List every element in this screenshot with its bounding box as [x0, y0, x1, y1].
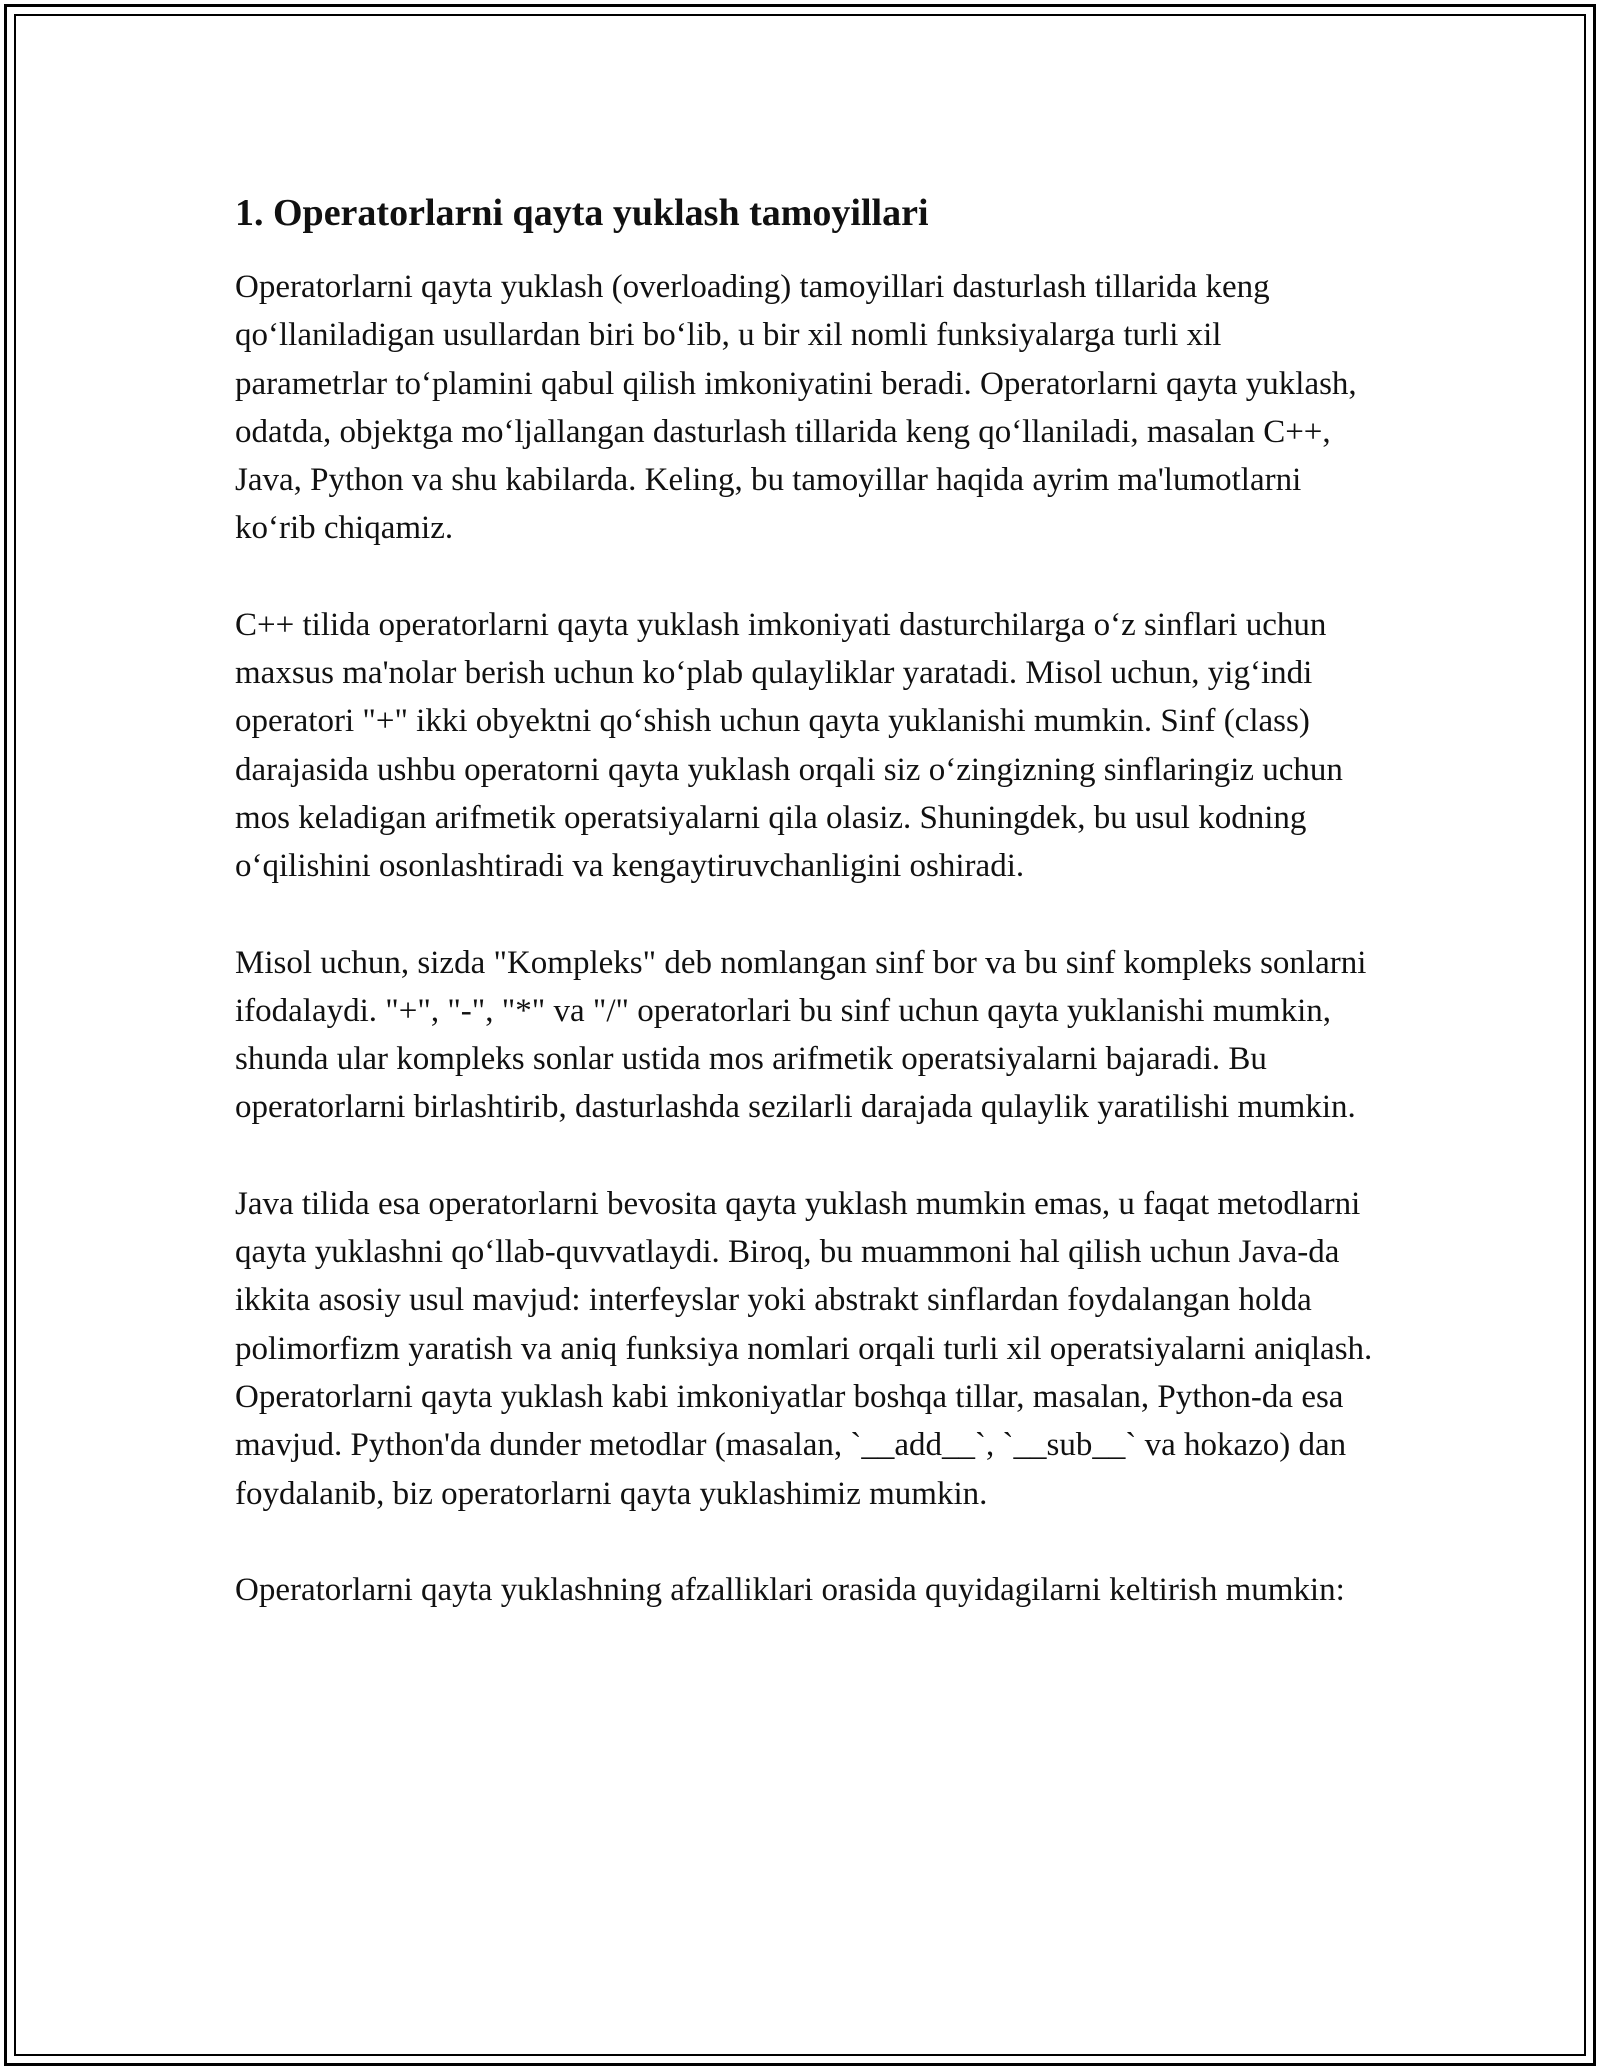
paragraph-advantages: Operatorlarni qayta yuklashning afzalliklari orasida quyidagilarni keltirish mumkin: [235, 1571, 1345, 1608]
document-body [235, 185, 1375, 1662]
paragraph-cpp: C++ tilida operatorlarni qayta yuklash imkoniyati dasturchilarga o‘z sinflari uchun maxsus ma'nolar berish uchun ko‘plab qulayliklar yaratadi. Misol uchun, yig‘indi operatori "+" ikki obyektni qo‘shish uchun qayta yuklanishi mumkin. Sinf (class) darajasida ushbu operatorni qayta yuklash orqali siz o‘zingizning sinflaringiz uchun mos keladigan arifmetik operatsiyalarni qila olasiz. Shuningdek, bu usul kodning o‘qilishini osonlashtiradi va kengaytiruvchanligini oshiradi. [235, 606, 1343, 885]
section-heading: 1. Operatorlarni qayta yuklash tamoyillari [235, 192, 929, 234]
paragraph-java-python: Java tilida esa operatorlarni bevosita qayta yuklash mumkin emas, u faqat metodlarni qayta yuklashni qo‘llab-quvvatlaydi. Biroq, bu muammoni hal qilish uchun Java-da ikkita asosiy usul mavjud: interfeyslar yoki abstrakt sinflardan foydalangan holda polimorfizm yaratish va aniq funksiya nomlari orqali turli xil operatsiyalarni aniqlash. Operatorlarni qayta yuklash kabi imkoniyatlar boshqa tillar, masalan, Python-da esa mavjud. Python'da dunder metodlar (masalan, `__add__`, `__sub__` va hokazo) dan foydalanib, biz operatorlarni qayta yuklashimiz mumkin. [235, 1185, 1373, 1512]
paragraph-complex-example: Misol uchun, sizda "Kompleks" deb nomlangan sinf bor va bu sinf kompleks sonlarni ifodalaydi. "+", "-", "*" va "/" operatorlari bu sinf uchun qayta yuklanishi mumkin, shunda ular kompleks sonlar ustida mos arifmetik operatsiyalarni bajaradi. Bu operatorlarni birlashtirib, dasturlashda sezilarli darajada qulaylik yaratilishi mumkin. [235, 944, 1367, 1126]
paragraph-intro: Operatorlarni qayta yuklash (overloading) tamoyillari dasturlash tillarida keng qo‘llaniladigan usullardan biri bo‘lib, u bir xil nomli funksiyalarga turli xil parametrlar to‘plamini qabul qilish imkoniyatini beradi. Operatorlarni qayta yuklash, odatda, objektga mo‘ljallangan dasturlash tillarida keng qo‘llaniladi, masalan C++, Java, Python va shu kabilarda. Keling, bu tamoyillar haqida ayrim ma'lumotlarni ko‘rib chiqamiz. [235, 269, 1357, 547]
